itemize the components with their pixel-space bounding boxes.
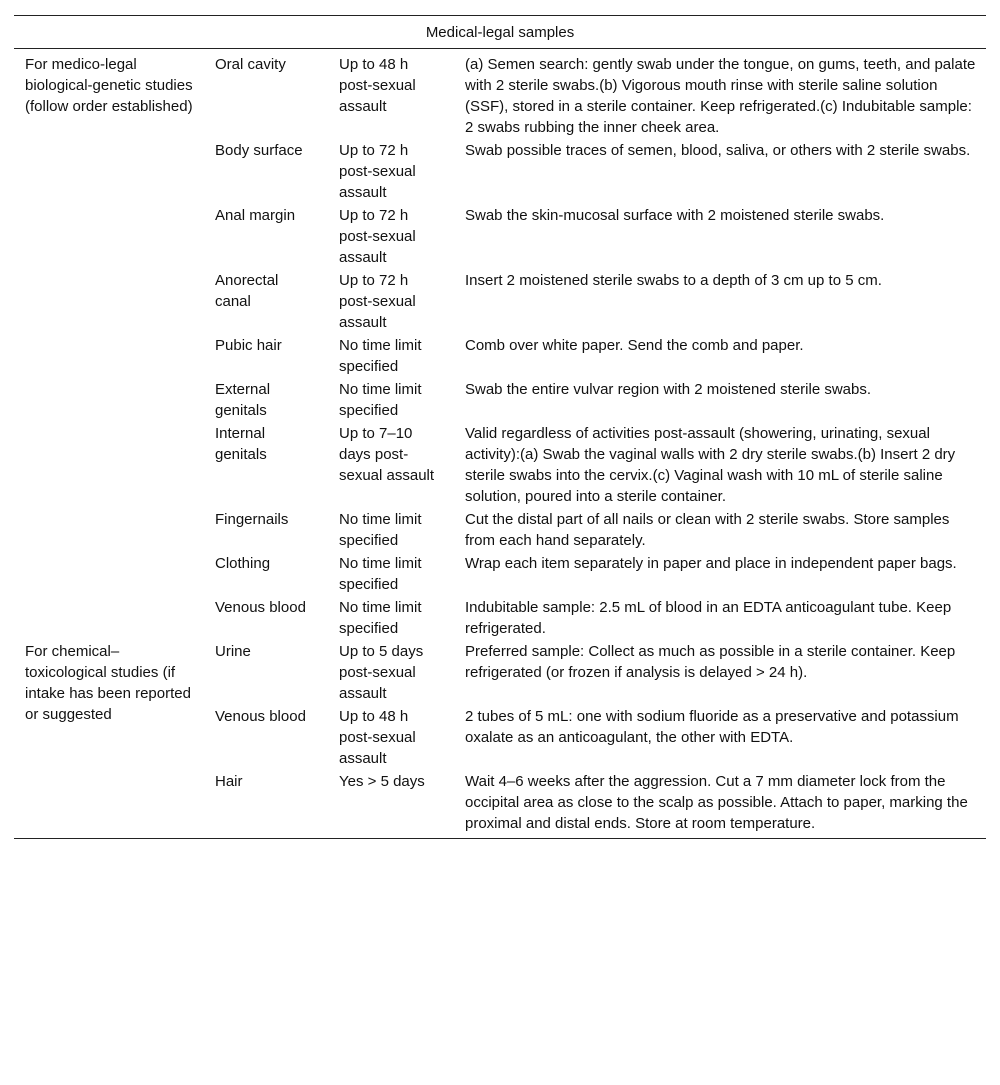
samples-table	[14, 15, 986, 839]
table-caption: Medical-legal samples	[14, 16, 986, 49]
time-limit: Up to 7–10 days post-sexual assault	[339, 425, 435, 484]
procedure: Preferred sample: Collect as much as possible in a sterile container. Keep refrigerated (or frozen if analysis is delayed > 24 h).	[465, 643, 956, 681]
sample-site: Hair	[204, 770, 328, 839]
sample-site: Body surface	[215, 142, 303, 159]
sample-site: External genitals	[215, 381, 271, 419]
sample-site: Anal margin	[215, 207, 296, 224]
time-limit: Yes > 5 days	[328, 770, 454, 839]
procedure: Swab the skin-mucosal surface with 2 moistened sterile swabs.	[465, 207, 885, 224]
sample-site: Oral cavity	[215, 56, 286, 73]
procedure: (a) Semen search: gently swab under the tongue, on gums, teeth, and palate with 2 sterile swabs.(b) Vigorous mouth rinse with sterile saline solution (SSF), stored in a sterile container. Keep refrigerated.(c) Indubitable sample: 2 swabs rubbing the inner cheek area.	[465, 56, 976, 136]
procedure: 2 tubes of 5 mL: one with sodium fluoride as a preservative and potassium oxalate as an anticoagulant, the other with EDTA.	[465, 708, 959, 746]
procedure: Wrap each item separately in paper and place in independent paper bags.	[465, 555, 957, 572]
procedure: Swab the entire vulvar region with 2 moistened sterile swabs.	[465, 381, 872, 398]
time-limit: No time limit specified	[339, 599, 422, 637]
time-limit: No time limit specified	[339, 337, 422, 375]
group-label: For chemical–toxicological studies (if intake has been reported or suggested	[14, 640, 204, 839]
time-limit: No time limit specified	[339, 381, 422, 419]
time-limit: Up to 5 days post-sexual assault	[339, 643, 424, 702]
procedure: Comb over white paper. Send the comb and paper.	[465, 337, 804, 354]
sample-site: Fingernails	[215, 511, 289, 528]
time-limit: Up to 48 h post-sexual assault	[339, 56, 416, 115]
procedure: Cut the distal part of all nails or clean with 2 sterile swabs. Store samples from each hand separately.	[465, 511, 950, 549]
time-limit: Up to 72 h post-sexual assault	[339, 207, 416, 266]
table-row	[14, 640, 986, 705]
table-body	[14, 49, 986, 839]
sample-site: Clothing	[215, 555, 271, 572]
table-row	[14, 49, 986, 140]
sample-site: Internal genitals	[215, 425, 267, 463]
procedure: Indubitable sample: 2.5 mL of blood in an EDTA anticoagulant tube. Keep refrigerated.	[465, 599, 952, 637]
time-limit: No time limit specified	[339, 511, 422, 549]
procedure: Swab possible traces of semen, blood, saliva, or others with 2 sterile swabs.	[465, 142, 971, 159]
sample-site: Venous blood	[215, 708, 306, 725]
procedure: Insert 2 moistened sterile swabs to a depth of 3 cm up to 5 cm.	[465, 272, 882, 289]
sample-site: Venous blood	[215, 599, 306, 616]
procedure: Valid regardless of activities post-assault (showering, urinating, sexual activity):(a) Swab the vaginal walls with 2 dry sterile swabs.(b) Insert 2 dry sterile swabs into the cervix.(c) Vaginal wash with 10 mL of sterile saline solution, poured into a sterile container.	[465, 425, 956, 505]
sample-site: Anorectal canal	[215, 272, 279, 310]
time-limit: Up to 72 h post-sexual assault	[339, 272, 416, 331]
time-limit: No time limit specified	[339, 555, 422, 593]
time-limit: Up to 72 h post-sexual assault	[339, 142, 416, 201]
time-limit: Up to 48 h post-sexual assault	[339, 708, 416, 767]
sample-site: Urine	[215, 643, 251, 660]
group-label: For medico-legal biological-genetic studies (follow order established)	[25, 56, 193, 115]
procedure: Wait 4–6 weeks after the aggression. Cut a 7 mm diameter lock from the occipital area as close to the scalp as possible. Attach to paper, marking the proximal and distal ends. Store at room temperature.	[454, 770, 986, 839]
sample-site: Pubic hair	[215, 337, 282, 354]
